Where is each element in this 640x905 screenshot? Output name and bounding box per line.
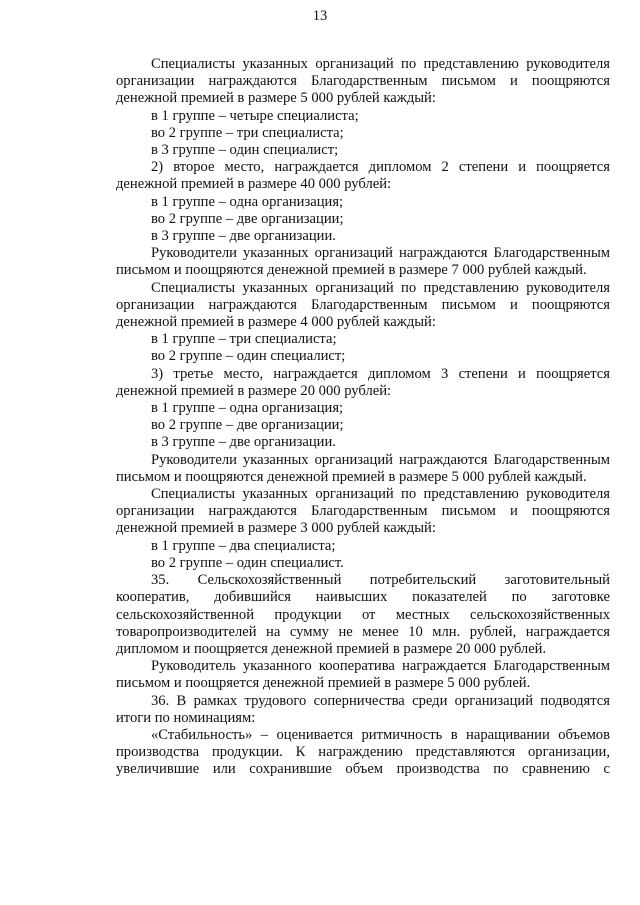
paragraph: Руководители указанных организаций награждаются Благодарственным письмом и поощряются денежной премией в размере 5 000 рублей каждый.: [116, 451, 610, 485]
paragraph: Руководитель указанного кооператива награждается Благодарственным письмом и поощряется денежной премией в размере 5 000 рублей.: [116, 658, 610, 692]
paragraph: 35. Сельскохозяйственный потребительский заготовительный кооператив, добившийся наивысших показателей по заготовке сельскохозяйственной продукции от местных сельскохозяйственных товаропроизводителей на сумму не менее 10 млн. рублей, награждается дипломом и поощряется денежной премией в размере 20 000 рублей.: [116, 572, 610, 657]
list-item: в 3 группе – один специалист;: [151, 142, 339, 159]
list-item: во 2 группе – две организации;: [151, 210, 344, 227]
list-item: в 1 группе – одна организация;: [151, 193, 344, 210]
paragraph: Специалисты указанных организаций по представлению руководителя организации награждаются Благодарственным письмом и поощряются денежной премией в размере 3 000 рублей каждый:: [116, 486, 610, 537]
page-number: 13: [312, 8, 328, 24]
paragraph: Специалисты указанных организаций по представлению руководителя организации награждаются Благодарственным письмом и поощряются денежной премией в размере 4 000 рублей каждый:: [116, 279, 610, 331]
list-item: в 1 группе – четыре специалиста;: [151, 107, 359, 124]
paragraph: «Стабильность» – оценивается ритмичность в наращивании объемов производства продукции. К награждению представляются организации, увеличившие или сохранившие объем производства по сравнению с: [116, 726, 610, 778]
document-body: [116, 56, 610, 779]
list-item: в 3 группе – две организации.: [151, 228, 336, 245]
paragraph: 2) второе место, награждается дипломом 2 степени и поощряется денежной премией в размере 40 000 рублей:: [116, 159, 610, 193]
list-item: в 1 группе – два специалиста;: [151, 537, 336, 554]
paragraph: 36. В рамках трудового соперничества среди организаций подводятся итоги по номинациям:: [116, 692, 610, 726]
list-item: во 2 группе – один специалист.: [151, 554, 344, 571]
paragraph: Руководители указанных организаций награждаются Благодарственным письмом и поощряются денежной премией в размере 7 000 рублей каждый.: [116, 245, 610, 279]
list-item: в 1 группе – одна организация;: [151, 400, 344, 417]
list-item: в 3 группе – две организации.: [151, 434, 336, 451]
paragraph: 3) третье место, награждается дипломом 3 степени и поощряется денежной премией в размере 20 000 рублей:: [116, 365, 610, 399]
list-item: во 2 группе – один специалист;: [151, 348, 346, 365]
list-item: в 1 группе – три специалиста;: [151, 331, 337, 348]
paragraph: Специалисты указанных организаций по представлению руководителя организации награждаются Благодарственным письмом и поощряются денежной премией в размере 5 000 рублей каждый:: [116, 56, 610, 107]
list-item: во 2 группе – три специалиста;: [151, 124, 344, 141]
list-item: во 2 группе – две организации;: [151, 417, 344, 434]
